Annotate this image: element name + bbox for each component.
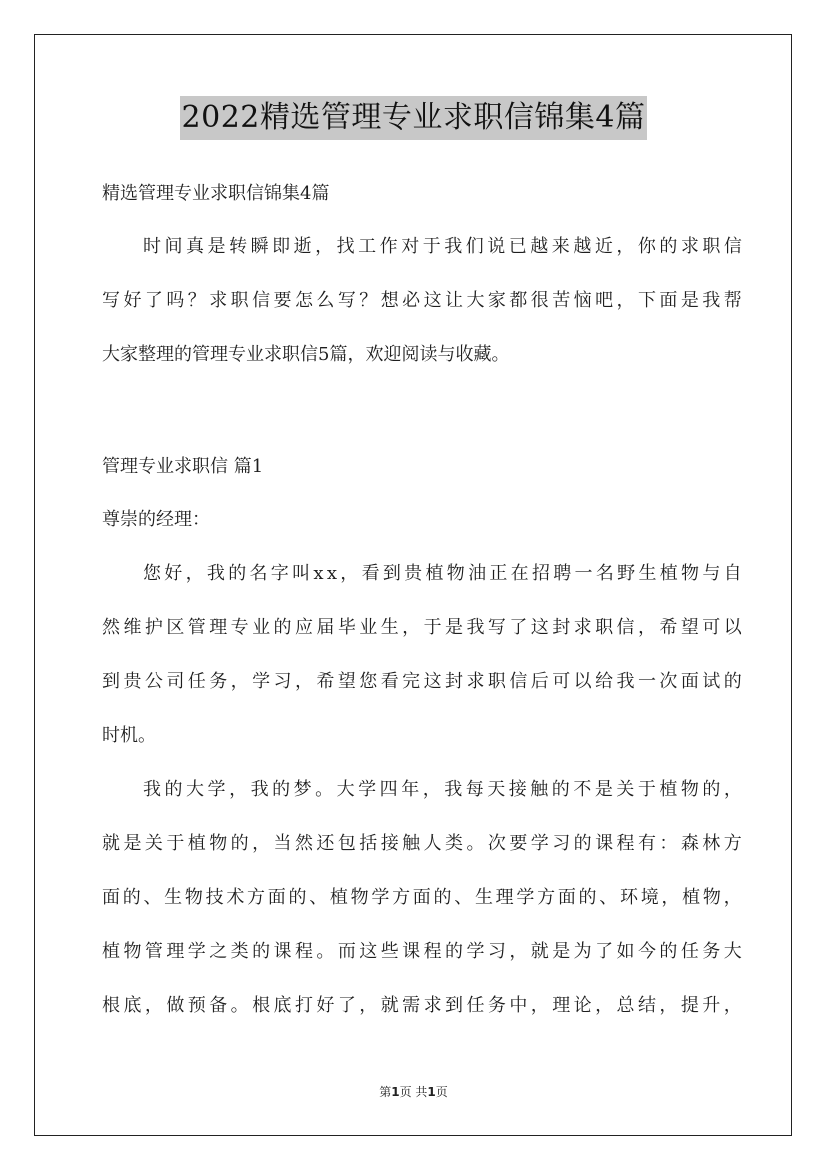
para1-line-2: 然 维 护 区 管 理 专 业 的 应 届 毕 业 生 ， 于 是 我 写 了 这 封 求 职 信 ， 希 望 可 以	[102, 617, 742, 638]
body-paragraph-1	[102, 562, 742, 778]
para1-line-4: 时机。	[102, 725, 156, 746]
para1-line-1: 您 好 ， 我 的 名 字 叫 x x ， 看 到 贵 植 物 油 正 在 招 聘 一 名 野 生 植 物 与 自	[143, 563, 742, 584]
para2-line-4: 植 物 管 理 学 之 类 的 课 程 。 而 这 些 课 程 的 学 习 ， 就 是 为 了 如 今 的 任 务 大	[102, 941, 742, 962]
footer-mid: 页 共	[399, 1085, 428, 1099]
para2-line-1: 我 的 大 学 ， 我 的 梦 。 大 学 四 年 ， 我 每 天 接 触 的 不 是 关 于 植 物 的 ，	[143, 779, 742, 800]
page-footer	[0, 1083, 827, 1100]
intro-line-2: 写 好 了 吗 ？ 求 职 信 要 怎 么 写 ？ 想 必 这 让 大 家 都 很 苦 恼 吧 ， 下 面 是 我 帮	[102, 290, 742, 311]
section-heading: 管理专业求职信 篇1	[102, 456, 264, 477]
body-paragraph-2	[102, 778, 742, 1048]
intro-line-3: 大家整理的管理专业求职信5篇，欢迎阅读与收藏。	[102, 344, 510, 365]
para2-line-5: 根 底 ， 做 预 备 。 根 底 打 好 了 ， 就 需 求 到 任 务 中 ， 理 论 ， 总 结 ， 提 升 ，	[102, 995, 742, 1016]
subtitle: 精选管理专业求职信锦集4篇	[102, 183, 330, 204]
footer-prefix: 第	[379, 1085, 392, 1099]
intro-paragraph	[102, 235, 742, 397]
para1-line-3: 到 贵 公 司 任 务 ， 学 习 ， 希 望 您 看 完 这 封 求 职 信 后 可 以 给 我 一 次 面 试 的	[102, 671, 742, 692]
salutation: 尊崇的经理：	[102, 509, 210, 530]
footer-suffix: 页	[435, 1085, 448, 1099]
intro-line-1: 时 间 真 是 转 瞬 即 逝 ， 找 工 作 对 于 我 们 说 已 越 来 越 近 ， 你 的 求 职 信	[143, 236, 742, 257]
title-container	[0, 96, 827, 140]
footer-page-total: 1	[427, 1085, 436, 1099]
page-title: 2022精选管理专业求职信锦集4篇	[180, 96, 648, 140]
footer-page-number: 1	[391, 1085, 400, 1099]
para2-line-2: 就 是 关 于 植 物 的 ， 当 然 还 包 括 接 触 人 类 。 次 要 学 习 的 课 程 有 ： 森 林 方	[102, 833, 742, 854]
para2-line-3: 面 的 、 生 物 技 术 方 面 的 、 植 物 学 方 面 的 、 生 理 学 方 面 的 、 环 境 ， 植 物 ，	[102, 887, 742, 908]
